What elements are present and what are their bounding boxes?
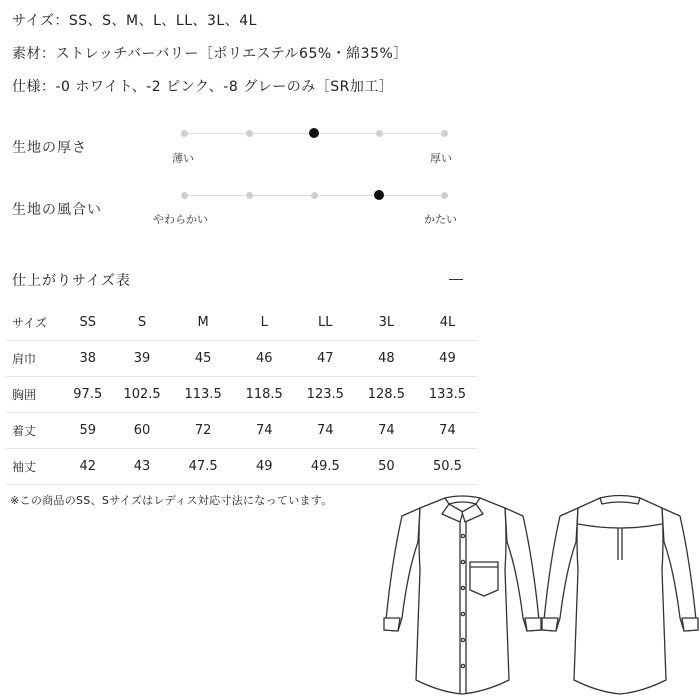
table-cell: 72 xyxy=(173,413,234,449)
column-header: SS xyxy=(64,305,112,341)
table-cell: 42 xyxy=(64,449,112,485)
table-cell: 38 xyxy=(64,341,112,377)
column-header: 4L xyxy=(417,305,478,341)
table-cell: 123.5 xyxy=(295,377,356,413)
table-cell: 49.5 xyxy=(295,449,356,485)
shirt-back-icon xyxy=(540,490,700,698)
fabric-thickness-scale xyxy=(184,129,444,139)
thin-label: 薄い xyxy=(172,152,194,165)
row-label: 肩巾 xyxy=(6,341,64,377)
table-header-label: サイズ xyxy=(6,305,64,341)
table-cell: 45 xyxy=(173,341,234,377)
table-row xyxy=(6,341,478,377)
firm-label: かたい xyxy=(424,213,457,226)
row-label: 着丈 xyxy=(6,413,64,449)
table-cell: 74 xyxy=(295,413,356,449)
size-table-title: 仕上がりサイズ表 xyxy=(12,273,131,289)
table-cell: 50 xyxy=(356,449,417,485)
table-cell: 102.5 xyxy=(112,377,173,413)
scale-dot xyxy=(441,192,448,199)
soft-label: やわらかい xyxy=(153,213,208,226)
scale-dot xyxy=(246,192,253,199)
scale-dot-selected xyxy=(309,128,319,138)
column-header: S xyxy=(112,305,173,341)
scale-dot xyxy=(441,130,448,137)
collapse-icon[interactable] xyxy=(449,279,463,280)
table-cell: 49 xyxy=(417,341,478,377)
table-cell: 46 xyxy=(234,341,295,377)
table-cell: 128.5 xyxy=(356,377,417,413)
table-row xyxy=(6,413,478,449)
scale-dot xyxy=(246,130,253,137)
table-cell: 74 xyxy=(234,413,295,449)
table-cell: 118.5 xyxy=(234,377,295,413)
fabric-thickness-title: 生地の厚さ xyxy=(12,140,87,156)
scale-dot xyxy=(376,130,383,137)
table-cell: 47.5 xyxy=(173,449,234,485)
table-cell: 59 xyxy=(64,413,112,449)
finish-spec-line: 仕様：-0 ホワイト、-2 ピンク、-8 グレーのみ［SR加工］ xyxy=(12,79,394,95)
table-cell: 60 xyxy=(112,413,173,449)
table-row xyxy=(6,449,478,485)
row-label: 袖丈 xyxy=(6,449,64,485)
material-spec-line: 素材：ストレッチバーバリー［ポリエステル65%・綿35%］ xyxy=(12,46,408,62)
table-cell: 74 xyxy=(417,413,478,449)
table-cell: 39 xyxy=(112,341,173,377)
scale-dot xyxy=(311,192,318,199)
row-label: 胸囲 xyxy=(6,377,64,413)
fabric-texture-scale xyxy=(184,191,444,201)
thick-label: 厚い xyxy=(430,152,452,165)
shirt-front-icon xyxy=(380,490,545,698)
table-cell: 97.5 xyxy=(64,377,112,413)
table-cell: 133.5 xyxy=(417,377,478,413)
size-note: ※この商品のSS、Sサイズはレディス対応寸法になっています。 xyxy=(10,494,333,507)
table-cell: 47 xyxy=(295,341,356,377)
scale-dot-selected xyxy=(374,190,384,200)
table-header-row xyxy=(6,305,478,341)
table-cell: 74 xyxy=(356,413,417,449)
table-cell: 50.5 xyxy=(417,449,478,485)
table-cell: 113.5 xyxy=(173,377,234,413)
fabric-texture-title: 生地の風合い xyxy=(12,202,102,218)
table-cell: 49 xyxy=(234,449,295,485)
column-header: LL xyxy=(295,305,356,341)
scale-dot xyxy=(181,130,188,137)
table-cell: 48 xyxy=(356,341,417,377)
column-header: M xyxy=(173,305,234,341)
size-table xyxy=(6,305,478,485)
table-row xyxy=(6,377,478,413)
scale-dot xyxy=(181,192,188,199)
column-header: 3L xyxy=(356,305,417,341)
size-spec-line: サイズ：SS、S、M、L、LL、3L、4L xyxy=(12,13,257,29)
table-cell: 43 xyxy=(112,449,173,485)
column-header: L xyxy=(234,305,295,341)
